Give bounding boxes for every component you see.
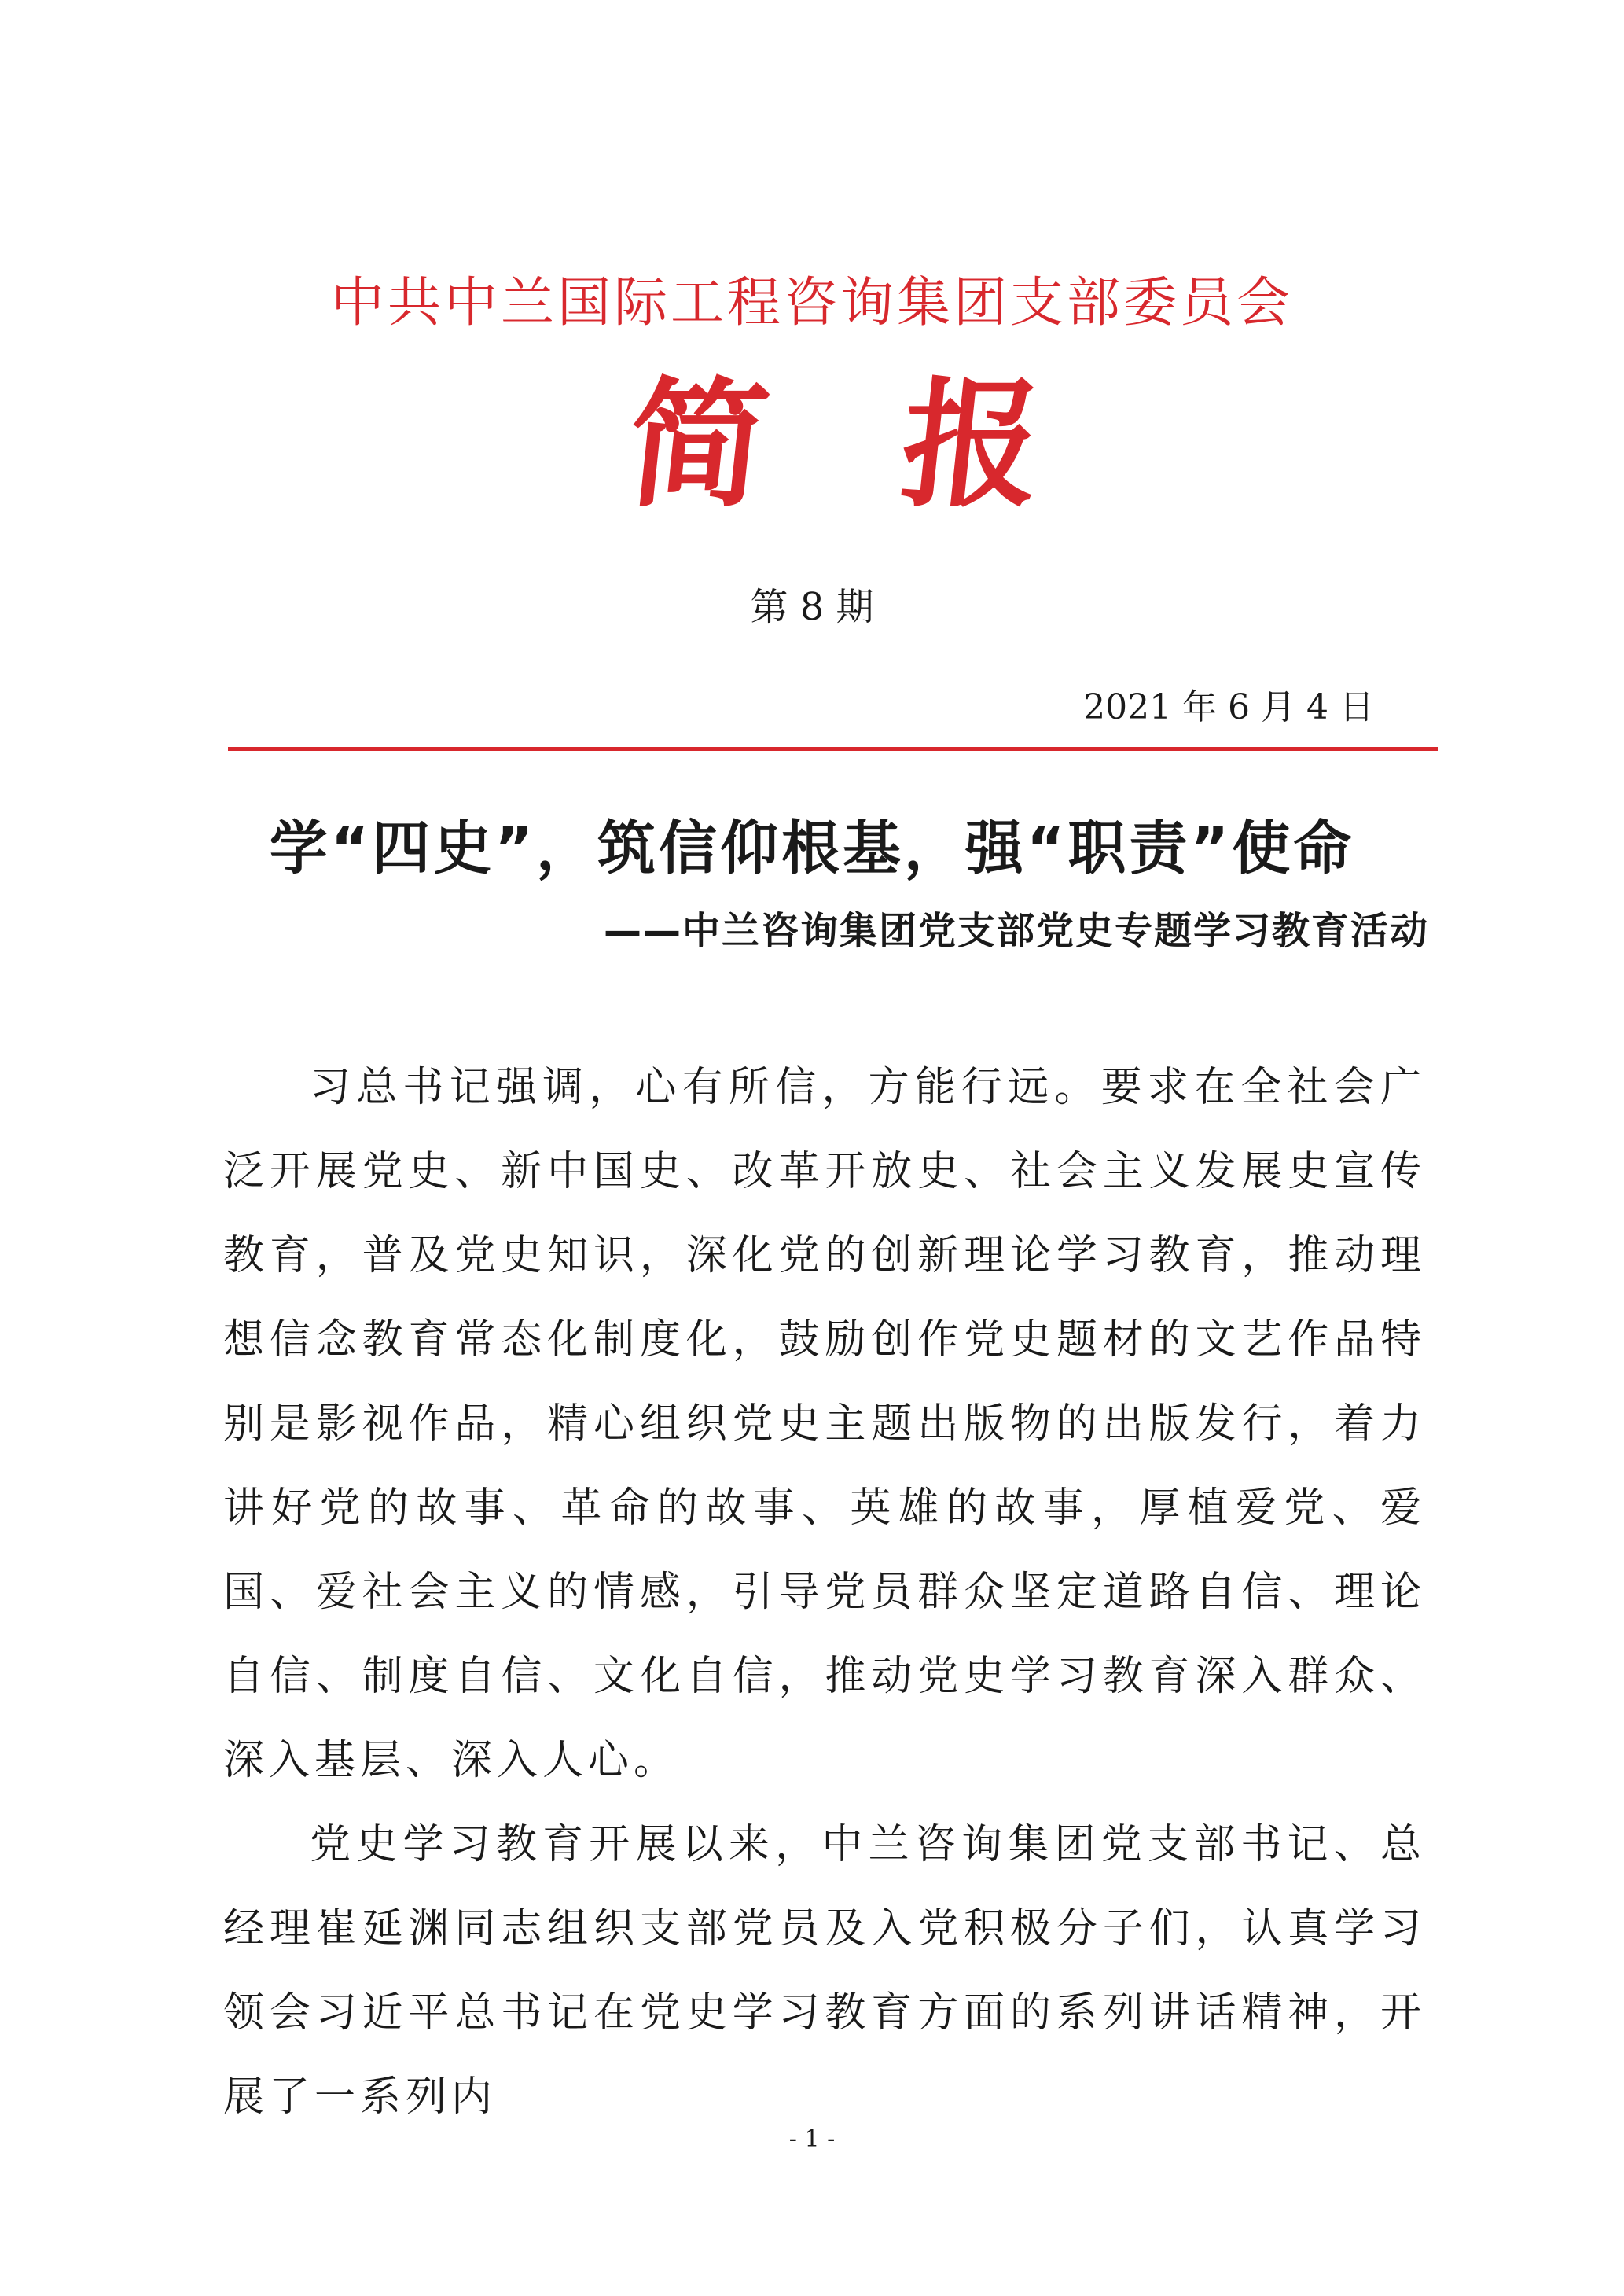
organization-title: 中共中兰国际工程咨询集团支部委员会 bbox=[330, 272, 1293, 334]
body-paragraph-2: 党史学习教育开展以来，中兰咨询集团党支部书记、总经理崔延渊同志组织支部党员及入党积极分子们，认真学习领会习近平总书记在党史学习教育方面的系列讲话精神，开展了一系列内 bbox=[223, 1821, 1426, 2121]
masthead bbox=[0, 363, 1624, 526]
masthead-char-1: 简 bbox=[620, 363, 776, 526]
page-number: - 1 - bbox=[788, 2125, 836, 2153]
masthead-char-2: 报 bbox=[894, 363, 1049, 526]
red-divider bbox=[228, 747, 1438, 751]
issue-date: 2021 年 6 月 4 日 bbox=[1083, 687, 1374, 727]
article-title: 学“四史”，筑信仰根基，强“职责”使命 bbox=[269, 815, 1355, 882]
article-subtitle: ——中兰咨询集团党支部党史专题学习教育活动 bbox=[603, 909, 1429, 953]
article-body bbox=[223, 1046, 1426, 2140]
issue-number: 第 8 期 bbox=[750, 585, 874, 629]
body-paragraph-1: 习总书记强调，心有所信，方能行远。要求在全社会广泛开展党史、新中国史、改革开放史、社会主义发展史宣传教育，普及党史知识，深化党的创新理论学习教育，推动理想信念教育常态化制度化，鼓励创作党史题材的文艺作品特别是影视作品，精心组织党史主题出版物的出版发行，着力讲好党的故事、革命的故事、英雄的故事，厚植爱党、爱国、爱社会主义的情感，引导党员群众坚定道路自信、理论自信、制度自信、文化自信，推动党史学习教育深入群众、深入基层、深入人心。 bbox=[223, 1064, 1426, 1784]
